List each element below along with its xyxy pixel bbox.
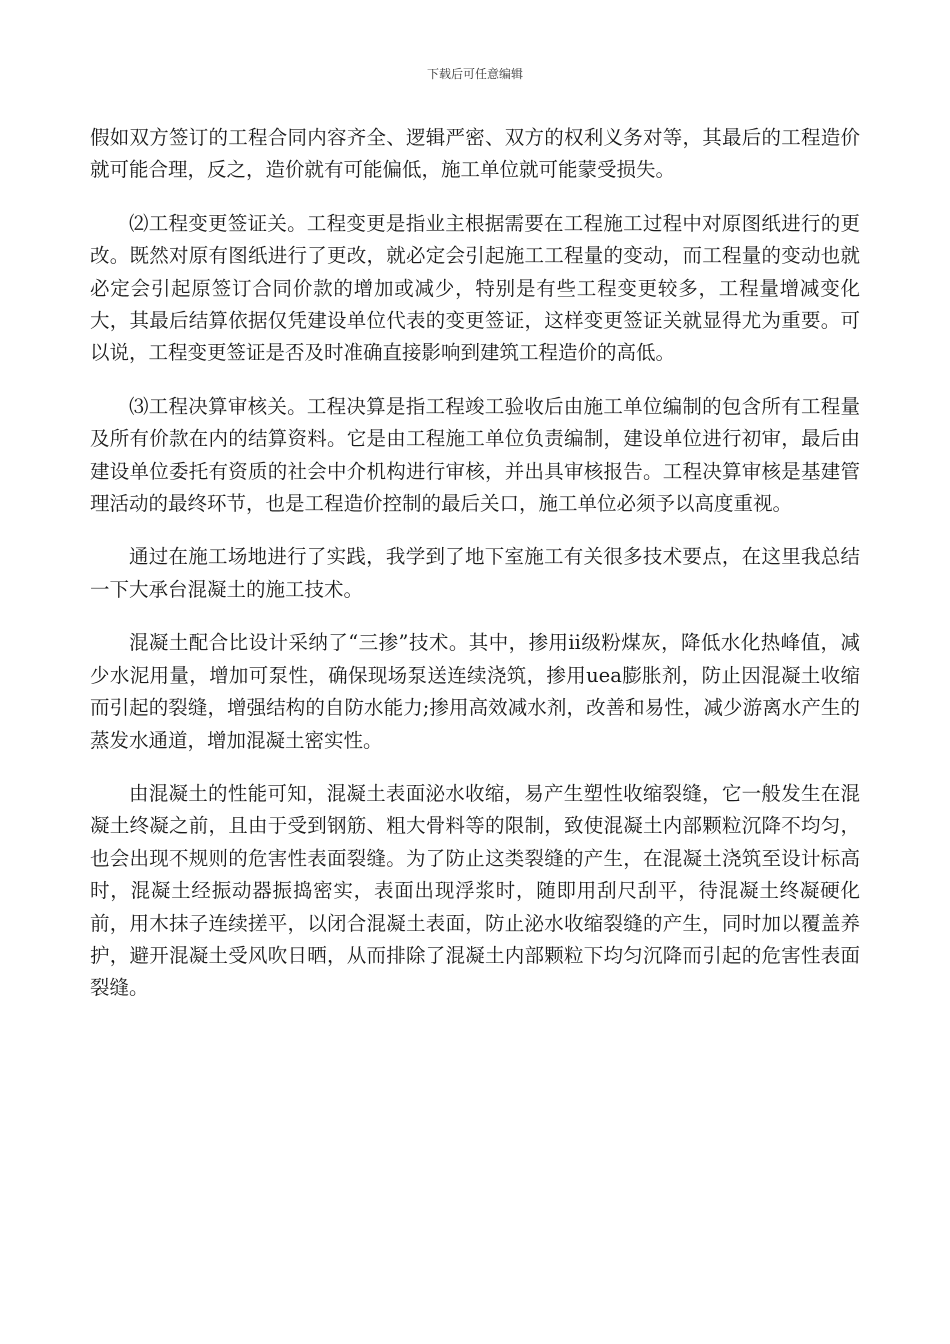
document-body <box>90 122 860 1026</box>
paragraph-mix-design: 混凝土配合比设计采纳了“三掺”技术。其中，掺用ii级粉煤灰，降低水化热峰值，减少水泥用量，增加可泵性，确保现场泵送连续浇筑，掺用uea膨胀剂，防止因混凝土收缩而引起的裂缝，增强结构的自防水能力;掺用高效减水剂，改善和易性，减少游离水产生的蒸发水通道，增加混凝土密实性。 <box>90 631 860 752</box>
paragraph-practice-summary: 通过在施工场地进行了实践，我学到了地下室施工有关很多技术要点，在这里我总结一下大承台混凝土的施工技术。 <box>90 545 860 601</box>
paragraph-crack-prevention: 由混凝土的性能可知，混凝土表面泌水收缩，易产生塑性收缩裂缝，它一般发生在混凝土终凝之前，且由于受到钢筋、粗大骨料等的限制，致使混凝土内部颗粒沉降不均匀，也会出现不规则的危害性表面裂缝。为了防止这类裂缝的产生，在混凝土浇筑至设计标高时，混凝土经振动器振捣密实，表面出现浮浆时，随即用刮尺刮平，待混凝土终凝硬化前，用木抹子连续搓平，以闭合混凝土表面，防止泌水收缩裂缝的产生，同时加以覆盖养护，避开混凝土受风吹日晒，从而排除了混凝土内部颗粒下均匀沉降而引起的危害性表面裂缝。 <box>90 781 860 1000</box>
paragraph-contract-conclusion: 假如双方签订的工程合同内容齐全、逻辑严密、双方的权利义务对等，其最后的工程造价就可能合理，反之，造价就有可能偏低，施工单位就可能蒙受损失。 <box>90 126 860 182</box>
page-header: 下载后可任意编辑 <box>426 67 523 81</box>
paragraph-final-accounts: ⑶工程决算审核关。工程决算是指工程竣工验收后由施工单位编制的包含所有工程量及所有价款在内的结算资料。它是由工程施工单位负责编制，建设单位进行初审，最后由建设单位委托有资质的社会中介机构进行审核，并出具审核报告。工程决算审核是基建管理活动的最终环节，也是工程造价控制的最后关口，施工单位必须予以高度重视。 <box>90 394 860 516</box>
paragraph-change-visa: ⑵工程变更签证关。工程变更是指业主根据需要在工程施工过程中对原图纸进行的更改。既然对原有图纸进行了更改，就必定会引起施工工程量的变动，而工程量的变动也就必定会引起原签订合同价款的增加或减少，特别是有些工程变更较多，工程量增减变化大，其最后结算依据仅凭建设单位代表的变更签证，这样变更签证关就显得尤为重要。可以说，工程变更签证是否及时准确直接影响到建筑工程造价的高低。 <box>90 211 860 365</box>
